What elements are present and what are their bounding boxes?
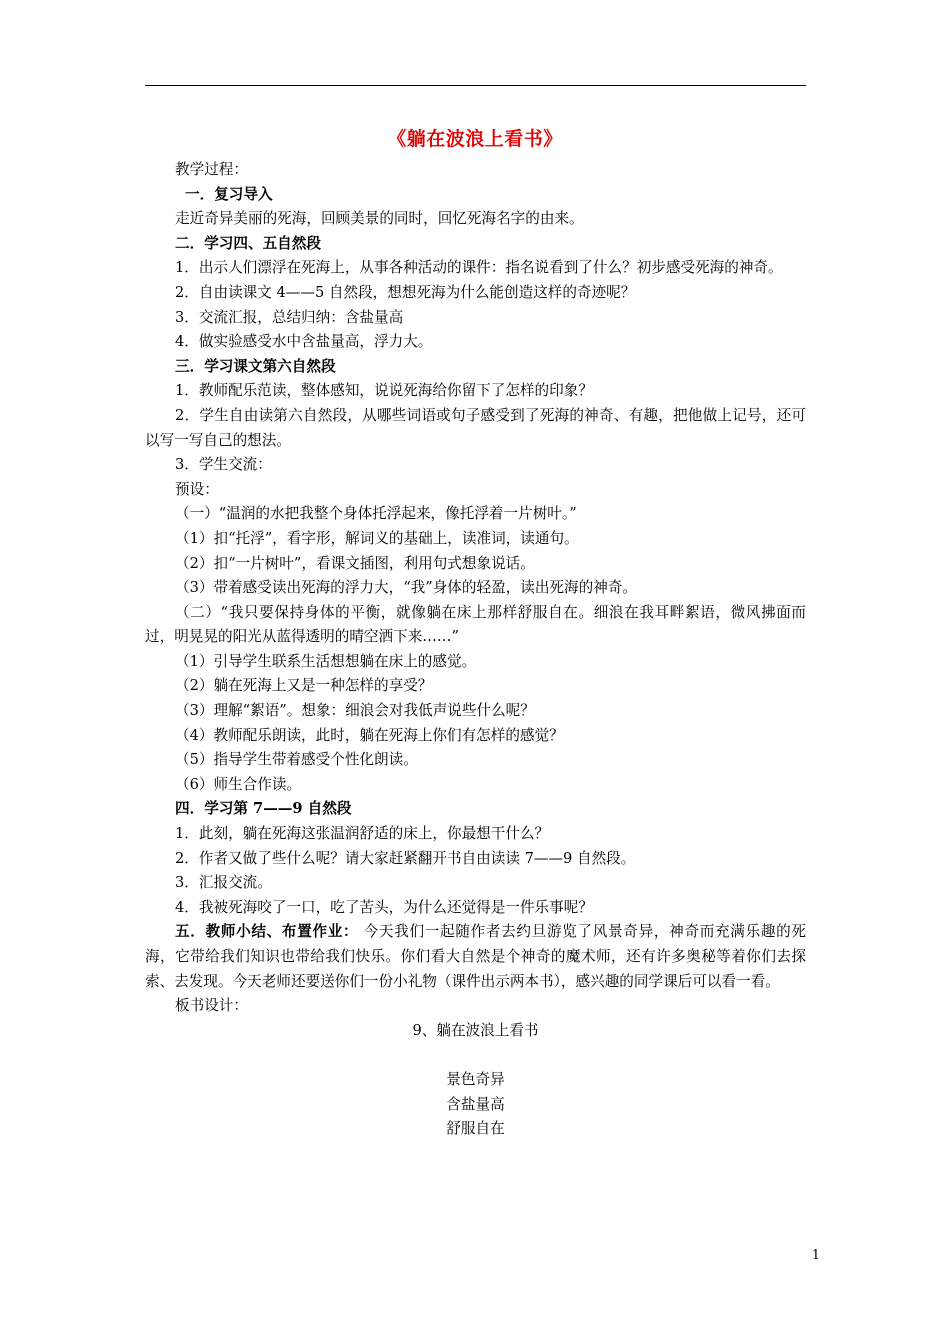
document-body	[145, 158, 806, 1142]
board-line: 景色奇异	[446, 1070, 505, 1088]
paragraph: （6）师生合作读。	[175, 775, 302, 793]
process-label: 教学过程：	[175, 161, 248, 178]
paragraph: 预设：	[175, 480, 219, 498]
paragraph: 走近奇异美丽的死海，回顾美景的同时，回忆死海名字的由来。	[175, 210, 584, 228]
section-5-text: 今天我们一起随作者去约旦游览了风景奇异，神奇而充满乐趣的死海，它带给我们知识也带给我们快乐。你们看大自然是个神奇的魔术师，还有许多奥秘等着你们去探索、去发现。今天老师还要送你们一份小礼物（课件出示两本书），感兴趣的同学课后可以看一看。	[145, 923, 806, 990]
document-title: 《躺在波浪上看书》	[387, 128, 563, 150]
paragraph: （2）扣“一片树叶”，看课文插图，利用句式想象说话。	[175, 554, 535, 572]
paragraph: 3．交流汇报，总结归纳：含盐量高	[175, 308, 404, 326]
paragraph: （一）“温润的水把我整个身体托浮起来，像托浮着一片树叶。”	[175, 505, 577, 523]
paragraph: 4．我被死海咬了一口，吃了苦头，为什么还觉得是一件乐事呢？	[175, 898, 593, 916]
section-heading-1: 一．复习导入	[185, 185, 273, 203]
board-label: 板书设计：	[175, 997, 248, 1015]
paragraph: （3）带着感受读出死海的浮力大，“我”身体的轻盈，读出死海的神奇。	[175, 579, 638, 597]
board-line: 含盐量高	[446, 1095, 505, 1113]
spacer	[145, 1043, 806, 1068]
paragraph: 2．作者又做了些什么呢？请大家赶紧翻开书自由读读 7——9 自然段。	[175, 849, 636, 867]
paragraph: （3）理解“絮语”。想象：细浪会对我低声说些什么呢？	[175, 702, 535, 720]
paragraph: （1）引导学生联系生活想想躺在床上的感觉。	[175, 652, 477, 670]
paragraph: 2．学生自由读第六自然段，从哪些词语或句子感受到了死海的神奇、有趣，把他做上记号，还可以写一写自己的想法。	[145, 406, 806, 449]
section-heading-4: 四．学习第 7——9 自然段	[175, 800, 352, 818]
board-title: 9、躺在波浪上看书	[412, 1021, 539, 1039]
section-heading-5: 五．教师小结、布置作业：	[175, 923, 359, 941]
paragraph: 4．做实验感受水中含盐量高，浮力大。	[175, 333, 433, 351]
section-heading-3: 三．学习课文第六自然段	[175, 357, 336, 375]
page-number: 1	[811, 1248, 820, 1263]
paragraph: （1）扣“托浮”，看字形，解词义的基础上，读准词，读通句。	[175, 529, 579, 547]
paragraph: （4）教师配乐朗读，此时，躺在死海上你们有怎样的感觉？	[175, 726, 564, 744]
section-5-paragraph	[145, 920, 806, 994]
paragraph: 3．学生交流：	[175, 456, 272, 474]
paragraph: （2）躺在死海上又是一种怎样的享受？	[175, 677, 433, 695]
paragraph: （5）指导学生带着感受个性化朗读。	[175, 751, 418, 769]
paragraph: 1．教师配乐范读，整体感知，说说死海给你留下了怎样的印象？	[175, 382, 593, 400]
paragraph: 2．自由读课文 4——5 自然段，想想死海为什么能创造这样的奇迹呢？	[175, 283, 636, 301]
paragraph: 3．汇报交流。	[175, 874, 272, 892]
header-rule	[145, 85, 806, 86]
paragraph: 1．此刻，躺在死海这张温润舒适的床上，你最想干什么？	[175, 825, 550, 843]
board-line: 舒服自在	[446, 1120, 505, 1138]
paragraph: 1．出示人们漂浮在死海上，从事各种活动的课件：指名说看到了什么？初步感受死海的神奇。	[175, 259, 783, 277]
paragraph: （二）“我只要保持身体的平衡，就像躺在床上那样舒服自在。细浪在我耳畔絮语，微风拂面而过，明晃晃的阳光从蓝得透明的晴空洒下来……”	[145, 603, 806, 646]
section-heading-2: 二．学习四、五自然段	[175, 234, 321, 252]
